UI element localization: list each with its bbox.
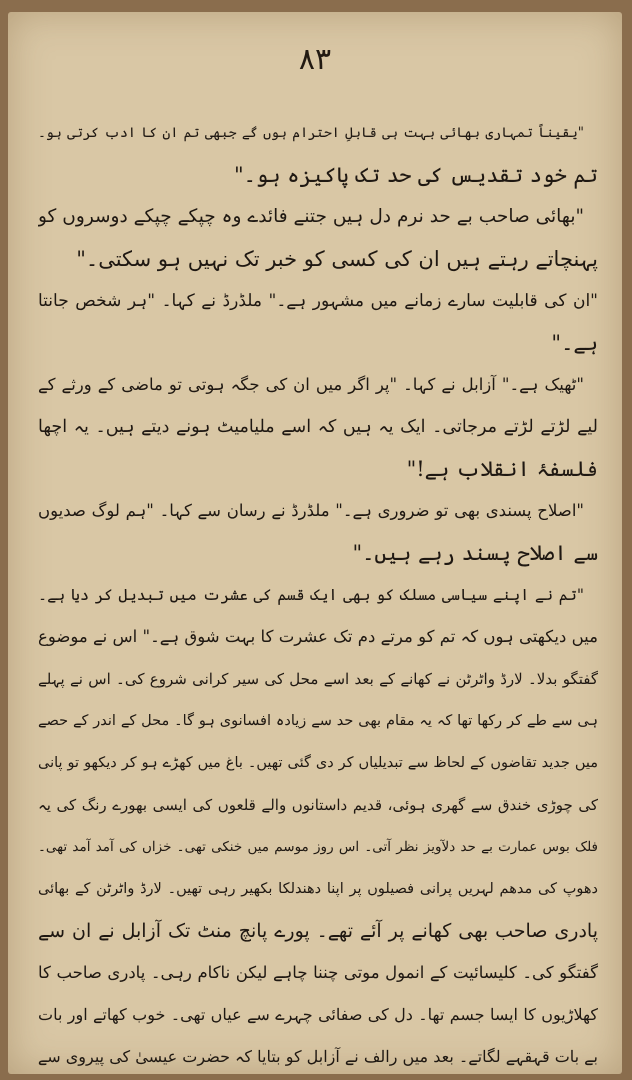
text-line: گفتگو کی۔ کلیسائیت کے انمول موتی چننا چاہے لیکن ناکام رہی۔ پادری صاحب کا [38, 963, 598, 982]
text-line: پہنچاتے رہتے ہیں ان کی کسی کو خبر تک نہیں ہو سکتی۔" [76, 247, 598, 271]
text-line: بے بات قہقہے لگاتے۔ بعد میں رالف نے آزابل کو بتایا کہ حضرت عیسیٰ کی پیروی سے [38, 1047, 598, 1066]
text-line: پادری صاحب بھی کھانے پر آئے تھے۔ پورے پانچ منٹ تک آزابل نے ان سے [38, 920, 598, 942]
text-line: سے اصلاح پسند رہے ہیں۔" [352, 541, 598, 565]
text-line: میں دیکھتی ہوں کہ تم کو مرتے دم تک عشرت کا بہت شوق ہے۔" اس نے موضوع [38, 627, 598, 646]
text-line: دھوپ کی مدھم لہریں پرانی فصیلوں پر اپنا دھندلکا بکھیر رہی تھیں۔ لارڈ واٹرٹن کے بھائی [38, 881, 598, 897]
text-line: ہے۔" [551, 331, 598, 355]
text-line: گفتگو بدلا۔ لارڈ واٹرٹن نے کھانے کے بعد اسے محل کی سیر کرانی شروع کی۔ اس نے پہلے [38, 670, 598, 688]
text-line: "بھائی صاحب بے حد نرم دل ہیں جتنے فائدے وہ چپکے چپکے دوسروں کو [38, 206, 584, 227]
text-line: ہی سے طے کر رکھا تھا کہ یہ مقام بھی حد سے زیادہ افسانوی ہو گا۔ محل کے اندر کے حصے [38, 713, 598, 729]
text-line: تم خود تقدیس کی حد تک پاکیزہ ہو۔" [233, 163, 598, 187]
book-page [8, 12, 622, 1074]
text-line: "اصلاح پسندی بھی تو ضروری ہے۔" ملڈرڈ نے رسان سے کہا۔ "ہم لوگ صدیوں [38, 501, 584, 520]
text-line: "یقیناً تمہاری بھائی بہت ہی قابلِ احترام ہوں گے جبھی تم ان کا ادب کرتی ہو۔ [38, 125, 584, 141]
text-line: فلسفۂ انقلاب ہے!" [406, 457, 598, 481]
page-number: ۸۳ [298, 42, 332, 77]
text-line: "تم نے اپنے سیاسی مسلک کو بھی ایک قسم کی عشرت میں تبدیل کر دیا ہے۔ [38, 586, 584, 604]
text-line: لیے لڑتے لڑتے مرجاتی۔ ایک یہ ہیں کہ اسے ملیامیٹ ہونے دیتے ہیں۔ یہ اچھا [38, 417, 598, 437]
text-line: کھلاڑیوں کا ایسا جسم تھا۔ دل کی صفائی چہرے سے عیاں تھی۔ خوب کھاتے اور بات [38, 1005, 598, 1024]
text-line: فلک بوس عمارت بے حد دلآویز نظر آتی۔ اس روز موسم میں خنکی تھی۔ خزاں کی آمد آمد تھی۔ [38, 839, 598, 855]
text-line: میں جدید تقاضوں کے لحاظ سے تبدیلیاں کر دی گئی تھیں۔ باغ میں کھڑے ہو کر دیکھو تو پانی [38, 755, 598, 771]
text-line: "ان کی قابلیت سارے زمانے میں مشہور ہے۔" ملڈرڈ نے کہا۔ "ہر شخص جانتا [38, 291, 598, 311]
text-line: کی چوڑی خندق سے گھری ہوئی، قدیم داستانوں والے قلعوں کی ایسی بھورے رنگ کی یہ [38, 796, 598, 814]
page-text [38, 112, 598, 1078]
text-line: "ٹھیک ہے۔" آزابل نے کہا۔ "پر اگر میں ان کی جگہ ہوتی تو ماضی کے ورثے کے [38, 375, 584, 394]
